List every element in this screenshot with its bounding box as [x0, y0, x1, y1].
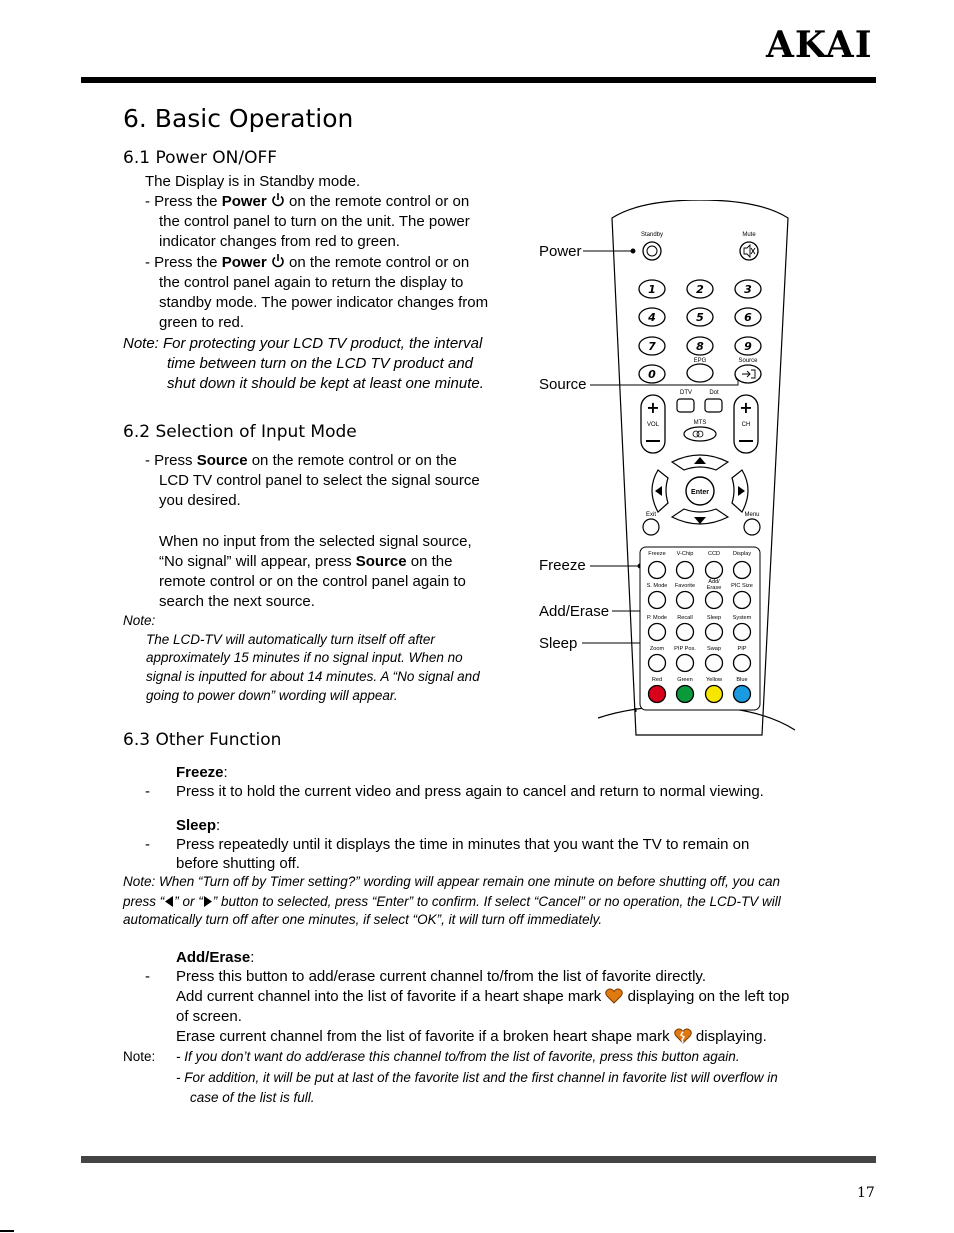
text-line: When no input from the selected signal source,	[159, 533, 472, 550]
green-button	[677, 686, 694, 703]
function-label: PIP	[737, 646, 747, 652]
zoom-button	[649, 655, 666, 672]
text-line: Press repeatedly until it displays the time in minutes that you want the TV to remain on	[176, 836, 750, 853]
function-label: PIP Pos.	[674, 646, 696, 652]
menu-label: Menu	[744, 512, 760, 518]
mts-button	[684, 427, 716, 441]
text-line: of screen.	[176, 1008, 242, 1025]
display-button	[734, 562, 751, 579]
text-line: standby mode. The power indicator changes from	[159, 294, 489, 311]
note-label: Note:	[123, 1049, 156, 1064]
freeze-title: Freeze:	[176, 764, 228, 781]
text-line: Press it to hold the current video and press again to cancel and return to normal viewing.	[176, 783, 764, 800]
note-line: case of the list is full.	[190, 1090, 315, 1105]
epg-button	[687, 364, 713, 382]
broken-heart-icon	[674, 1028, 692, 1044]
dot-button	[705, 399, 722, 412]
section-heading-6-3: 6.3 Other Function	[123, 730, 282, 750]
text-line: you desired.	[159, 492, 241, 509]
digit-label: 3	[744, 283, 752, 296]
red-button	[649, 686, 666, 703]
text-line: search the next source.	[159, 593, 315, 610]
function-label: Erase	[706, 585, 722, 591]
text-line: remote control or on the control panel again to	[159, 573, 466, 590]
dot-label: Dot	[709, 390, 719, 396]
digit-label: 8	[696, 340, 704, 353]
corner-mark	[0, 1230, 14, 1232]
mute-button	[740, 242, 758, 260]
function-label: Blue	[736, 677, 748, 683]
function-label: Favorite	[674, 583, 696, 589]
text-line: Press this button to add/erase current channel to/from the list of favorite directly.	[176, 968, 706, 985]
s-mode-button	[649, 592, 666, 609]
function-label: Yellow	[706, 677, 722, 683]
add-erase-title: Add/Erase:	[176, 949, 255, 966]
exit-button	[643, 519, 659, 535]
note-line: - For addition, it will be put at last of the favorite list and the first channel in favorite list will overflow in	[176, 1070, 778, 1085]
bottom-rule	[81, 1156, 876, 1163]
sleep-button	[706, 624, 723, 641]
source-label: Source	[738, 358, 758, 364]
text-line: “No signal” will appear, press Source on the	[159, 553, 453, 570]
note-line: going to power down” wording will appear.	[146, 688, 398, 703]
add-erase-button	[706, 592, 723, 609]
pip-button	[734, 655, 751, 672]
function-label: System	[732, 615, 752, 621]
p-mode-button	[649, 624, 666, 641]
function-label: CCD	[707, 551, 721, 557]
callout-source: Source	[539, 376, 587, 393]
function-label: Sleep	[706, 615, 722, 621]
note-line: The LCD-TV will automatically turn itself off after	[146, 632, 435, 647]
ccd-button	[706, 562, 723, 579]
function-label: S. Mode	[646, 583, 668, 589]
epg-label: EPG	[693, 358, 707, 364]
callout-power: Power	[539, 243, 582, 260]
exit-label: Exit	[645, 512, 657, 518]
function-label: Zoom	[649, 646, 665, 652]
text-line: - Press Source on the remote control or on the	[145, 452, 457, 469]
function-label: Recall	[677, 615, 693, 621]
bullet-dash: -	[145, 783, 150, 800]
note-line: shut down it should be kept at least one minute.	[167, 375, 484, 392]
note-line: - If you don’t want do add/erase this channel to/from the list of favorite, press this button again.	[176, 1049, 740, 1064]
pip-pos-button	[677, 655, 694, 672]
brand-logo: AKAI	[766, 24, 873, 66]
favorite-button	[677, 592, 694, 609]
bullet-dash: -	[145, 968, 150, 985]
mute-label: Mute	[742, 232, 756, 238]
text-line: the control panel again to return the display to	[159, 274, 464, 291]
digit-label: 4	[648, 311, 656, 324]
right-triangle-icon	[203, 896, 213, 907]
note-line: signal is inputted for about 14 minutes. A “No signal and	[146, 669, 480, 684]
text-line: indicator changes from red to green.	[159, 233, 400, 250]
enter-label: Enter	[691, 489, 709, 496]
power-symbol-icon	[271, 192, 285, 208]
standby-label: Standby	[640, 232, 664, 238]
svg-text:+: +	[739, 398, 753, 417]
function-label: Red	[651, 677, 663, 683]
text-line: The Display is in Standby mode.	[145, 173, 361, 190]
digit-label: 5	[696, 311, 704, 324]
note-line: Note: For protecting your LCD TV product, the interval	[123, 335, 483, 352]
digit-label: 1	[648, 283, 656, 296]
page-number: 17	[857, 1185, 875, 1201]
note-line: press “ ” or “ ” button to selected, press “Enter” to confirm. If select “Cancel” or no operation, the LCD-TV will	[123, 894, 781, 909]
text-line: Add current channel into the list of favorite if a heart shape mark displaying on the left top	[176, 988, 790, 1005]
function-label: V-Chip	[676, 551, 694, 557]
digit-label: 2	[696, 283, 704, 296]
system-button	[734, 624, 751, 641]
power-symbol-icon	[271, 253, 285, 269]
blue-button	[734, 686, 751, 703]
section-heading-6-1: 6.1 Power ON/OFF	[123, 148, 278, 168]
function-label: P. Mode	[646, 615, 668, 621]
note-line: approximately 15 minutes if no signal input. When no	[146, 650, 463, 665]
text-line: Erase current channel from the list of favorite if a broken heart shape mark displaying.	[176, 1028, 767, 1045]
bullet-dash: -	[145, 836, 150, 853]
mts-label: MTS	[693, 420, 707, 426]
vol-label: VOL	[646, 422, 660, 428]
menu-button	[744, 519, 760, 535]
text-line: - Press the Power on the remote control or on	[145, 254, 470, 271]
callout-add-erase: Add/Erase	[539, 603, 610, 620]
text-line: the control panel to turn on the unit. The power	[159, 213, 470, 230]
text-line: LCD TV control panel to select the signal source	[159, 472, 480, 489]
function-label: Display	[732, 551, 752, 557]
top-rule	[81, 77, 876, 83]
page-title: 6. Basic Operation	[123, 104, 354, 133]
swap-button	[706, 655, 723, 672]
digit-label: 6	[744, 311, 752, 324]
note-label: Note:	[123, 613, 156, 628]
callout-freeze: Freeze	[539, 557, 586, 574]
note-line: Note: When “Turn off by Timer setting?” wording will appear remain one minute on before shutting off, you can	[123, 874, 780, 889]
yellow-button	[706, 686, 723, 703]
text-line: before shutting off.	[176, 855, 300, 872]
freeze-button	[649, 562, 666, 579]
left-triangle-icon	[164, 896, 174, 907]
function-label: Freeze	[648, 551, 666, 557]
note-line: time between turn on the LCD TV product and	[167, 355, 474, 372]
heart-icon	[605, 988, 623, 1004]
dtv-label: DTV	[680, 390, 692, 396]
text-line: green to red.	[159, 314, 245, 331]
function-label: Swap	[707, 646, 721, 652]
note-line: automatically turn off after one minutes, if select “OK”, it will turn off immediately.	[123, 912, 603, 927]
text-line: - Press the Power on the remote control or on	[145, 193, 470, 210]
standby-button	[643, 242, 661, 260]
digit-label: 0	[648, 368, 656, 381]
v-chip-button	[677, 562, 694, 579]
pic-size-button	[734, 592, 751, 609]
recall-button	[677, 624, 694, 641]
sleep-title: Sleep:	[176, 817, 221, 834]
function-label: Add/	[708, 579, 720, 585]
function-label: PIC Size	[731, 583, 753, 589]
section-heading-6-2: 6.2 Selection of Input Mode	[123, 422, 357, 442]
digit-label: 9	[744, 340, 752, 353]
svg-text:+: +	[646, 398, 660, 417]
digit-label: 7	[648, 340, 656, 353]
ch-label: CH	[741, 422, 751, 428]
dtv-button	[677, 399, 694, 412]
remote-control-illustration	[530, 200, 810, 760]
callout-sleep: Sleep	[539, 635, 578, 652]
function-label: Green	[677, 677, 693, 683]
